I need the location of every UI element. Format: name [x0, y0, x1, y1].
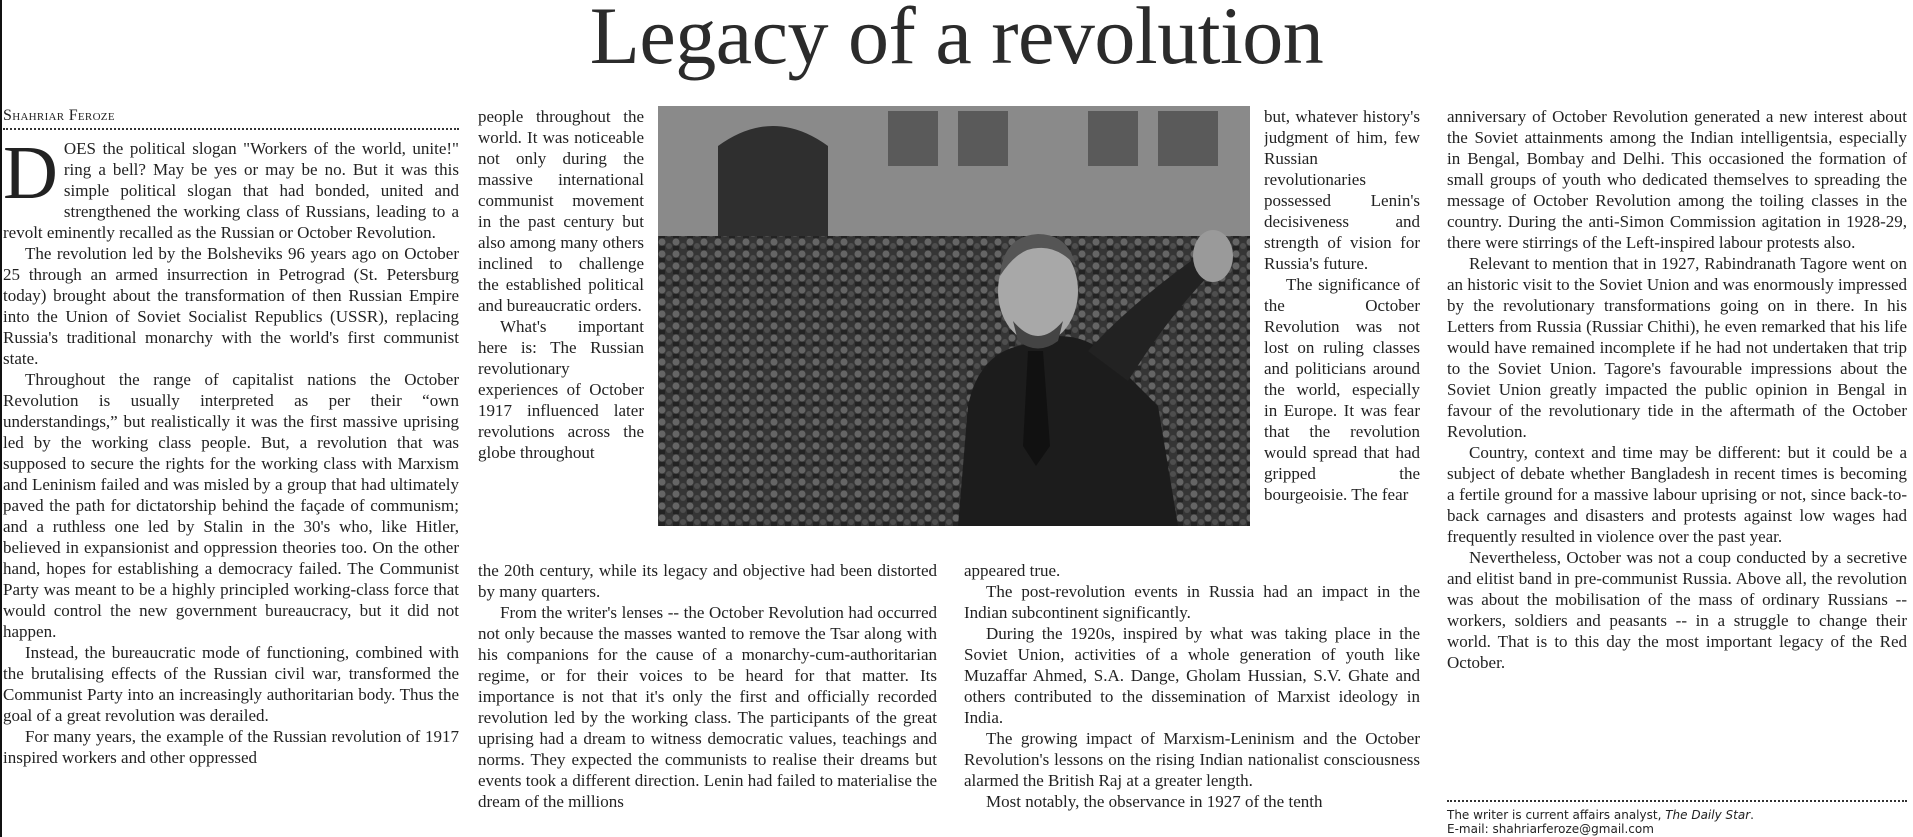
- publication-name: The Daily Star: [1665, 808, 1751, 822]
- paragraph: Nevertheless, October was not a coup conducted by a secretive and elitist band in pre-communist Russia. Above all, the revolution was about the mobilisation of the mass of ordinary Russians -- workers, soldiers and peasants -- in a struggle to change their world. That is to this day the most important legacy of the Red October.: [1447, 548, 1907, 672]
- paragraph: The revolution led by the Bolsheviks 96 years ago on October 25 through an armed insurrection in Petrograd (St. Petersburg today) brought about the transformation of then Russian Empire into the Union of Soviet Socialist Republics (USSR), replacing Russia's traditional monarchy with the world's first communist state.: [3, 244, 459, 368]
- column-3-bottom: [964, 560, 1420, 837]
- column-2-bottom: [478, 560, 937, 837]
- paragraph: Instead, the bureaucratic mode of functioning, combined with the brutalising effects of the Russian civil war, transformed the Communist Party into an increasingly authoritarian body. Thus the goal of a great revolution was derailed.: [3, 643, 459, 725]
- column-1: [3, 106, 459, 837]
- paragraph: The post-revolution events in Russia had an impact in the Indian subcontinent significantly.: [964, 582, 1420, 622]
- paragraph: Country, context and time may be different: but it could be a subject of debate whether Bangladesh in recent times is becoming a fertile ground for a massive labour uprising or not, since back-to-back carnages and disasters and protests against low wages had frequently resulted in violence over the past year.: [1447, 443, 1907, 546]
- paragraph: Throughout the range of capitalist nations the October Revolution is usually interpreted as per their “own understandings,” but realistically it was the first massive uprising led by the working class people. But, a revolution that was supposed to secure the rights for the working class with Marxism and Leninism failed and was misled by a group that had ultimately paved the path for dictatorship behind the façade of communism; and a ruthless one led by Stalin in the 30's who, like Hitler, believed in expansionist and oppression theories too. On the other hand, hopes for establishing a democracy failed. The Communist Party was meant to be a highly principled working-class force that would control the new government bureaucracy, but it did not happen.: [3, 370, 459, 641]
- paragraph: people throughout the world. It was noticeable not only during the massive international communist movement in the past century but also among many others inclined to challenge the established political and bureaucratic orders.: [478, 107, 644, 315]
- author-credit-text: The writer is current affairs analyst,: [1447, 808, 1666, 822]
- paragraph: Relevant to mention that in 1927, Rabindranath Tagore went on an historic visit to the Soviet Union and was enormously impressed by the revolutionary transformations going on in there. In his Letters from Russia (Russiar Chithi), he even remarked that his life would have remained incomplete if he had not undertaken that trip to the Soviet Union. Tagore's favourable impressions about the Soviet Union greatly impacted the public opinion in Bengal in favour of the revolutionary tide in the aftermath of the October Revolution.: [1447, 254, 1907, 441]
- paragraph: From the writer's lenses -- the October Revolution had occurred not only because the masses wanted to remove the Tsar along with his companions for the cause of a monarchy-cum-authoritarian regime, or for their voices to be heard for that matter. Its importance is not that it's only the first and officially recorded revolution led by the working class. The participants of the great uprising had a dream to witness democratic values, teachings and norms. They expected the communists to realise their dreams but events took a different direction. Lenin had failed to materialise the dream of the millions: [478, 603, 937, 811]
- paragraph: The growing impact of Marxism-Leninism and the October Revolution's lessons on the rising Indian nationalist consciousness alarmed the British Raj at a greater length.: [964, 729, 1420, 790]
- byline: Shahriar Feroze: [3, 106, 459, 130]
- lead-paragraph: [3, 131, 459, 243]
- left-border-rule: [0, 0, 2, 837]
- paragraph: What's important here is: The Russian revolutionary experiences of October 1917 influenced later revolutions across the globe throughout: [478, 317, 644, 462]
- paragraph: appeared true.: [964, 561, 1061, 580]
- paragraph: For many years, the example of the Russian revolution of 1917 inspired workers and other oppressed: [3, 727, 459, 767]
- paragraph: anniversary of October Revolution generated a new interest about the Soviet attainments among the Indian intelligentsia, especially in Bengal, Bombay and Delhi. This occasioned the formation of small groups of youth who dedicated themselves to spreading the message of October Revolution among the toiling classes in the country. During the anti-Simon Commission agitation in 1928-29, there were stirrings of the Left-inspired labour protests also.: [1447, 107, 1907, 252]
- paragraph: the 20th century, while its legacy and objective had been distorted by many quarters.: [478, 561, 937, 601]
- author-credit: [1447, 808, 1907, 822]
- lenin-speech-photo: [658, 106, 1250, 526]
- author-credit-suffix: .: [1750, 808, 1754, 822]
- column-2-top: [478, 106, 644, 562]
- photo-image: [658, 106, 1250, 526]
- lead-paragraph-text: OES the political slogan "Workers of the world, unite!" ring a bell? May be yes or may be no. But it was this simple political slogan that had bonded, united and strengthened the working class of Russians, leading to a revolt eminently recalled as the Russian or October Revolution.: [3, 139, 459, 242]
- author-email[interactable]: E-mail: shahriarferoze@gmail.com: [1447, 822, 1654, 836]
- paragraph: Most notably, the observance in 1927 of the tenth: [986, 792, 1323, 811]
- column-4: [1447, 106, 1907, 796]
- paragraph: but, whatever history's judgment of him, few Russian revolutionaries possessed Lenin's decisiveness and strength of vision for Russia's future.: [1264, 107, 1420, 273]
- author-note: [1447, 800, 1907, 836]
- drop-cap: D: [3, 131, 58, 215]
- paragraph: During the 1920s, inspired by what was taking place in the Soviet Union, activities of a whole generation of youth like Muzaffar Ahmed, S.A. Dange, Gholam Hussian, S.V. Ghate and others contributed to the dissemination of Marxist ideology in India.: [964, 624, 1420, 727]
- column-3-top: [1264, 106, 1420, 562]
- paragraph: The significance of the October Revolution was not lost on ruling classes and politicians around the world, especially in Europe. It was fear that the revolution would spread that had gripped the bourgeoisie. The fear: [1264, 275, 1420, 504]
- headline: Legacy of a revolution: [589, 0, 1324, 81]
